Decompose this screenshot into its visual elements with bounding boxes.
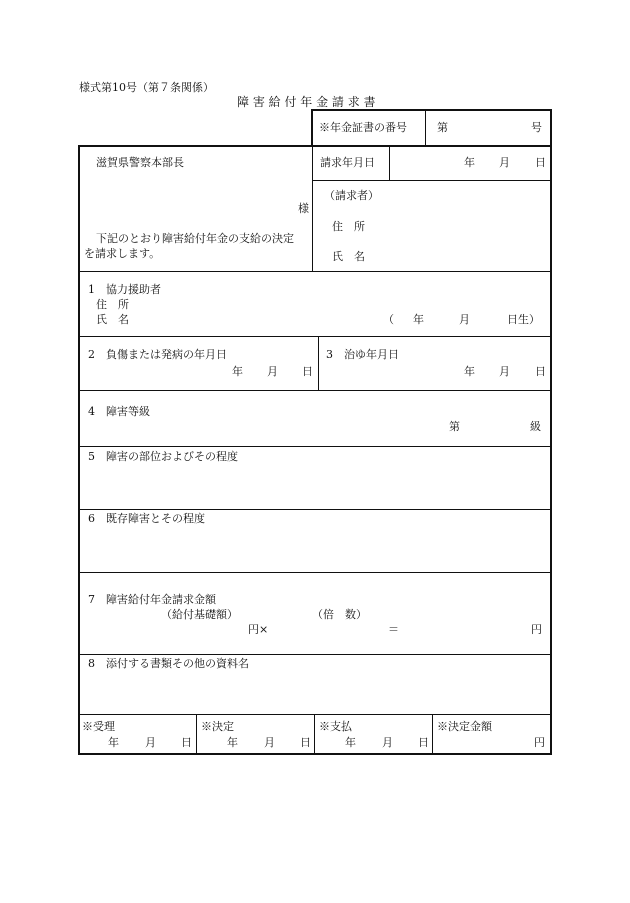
cert-go: 号	[531, 121, 542, 134]
section3-tsuki: 月	[499, 365, 510, 378]
main-top-border	[78, 145, 551, 147]
main-left-border	[78, 145, 80, 754]
sep-4	[79, 446, 550, 447]
received-hi: 日	[181, 736, 192, 749]
section7-yen-times: 円×	[248, 623, 269, 636]
received-tsuki: 月	[145, 736, 156, 749]
section4-kyu: 級	[530, 420, 541, 433]
request-text-1: 下記のとおり障害給付年金の支給の決定	[96, 232, 294, 245]
section7-equals: ＝	[388, 623, 399, 636]
request-date-hi: 日	[535, 156, 546, 169]
section7-title: 7 障害給付年金請求金額	[88, 593, 216, 606]
request-date-label: 請求年月日	[320, 156, 375, 169]
amount-label: ※決定金額	[437, 720, 492, 733]
section6-title: 6 既存障害とその程度	[88, 512, 205, 525]
cert-dai: 第	[437, 121, 448, 134]
section1-birth: 日生）	[507, 313, 540, 326]
section4-dai: 第	[449, 420, 460, 433]
section7-multiple: （倍 数）	[312, 608, 367, 621]
request-date-tsuki: 月	[499, 156, 510, 169]
cert-label: ※年金証書の番号	[319, 121, 407, 134]
claimant-address: 住 所	[332, 220, 365, 233]
section3-title: 3 治ゆ年月日	[326, 348, 399, 361]
decided-nen: 年	[227, 736, 238, 749]
section8-title: 8 添付する書類その他の資料名	[88, 657, 249, 670]
amount-yen: 円	[534, 736, 545, 749]
form-label: 様式第10号（第７条関係）	[79, 81, 214, 94]
claimant-label: （請求者）	[324, 189, 379, 202]
section3-hi: 日	[535, 365, 546, 378]
cert-top-border	[311, 109, 551, 111]
request-date-bottom	[312, 180, 550, 181]
paid-hi: 日	[418, 736, 429, 749]
addressee: 滋賀県警察本部長	[96, 156, 184, 169]
section1-nen: 年	[413, 313, 424, 326]
sep-2-3-divider	[318, 336, 319, 390]
paid-tsuki: 月	[382, 736, 393, 749]
section1-tsuki: 月	[459, 313, 470, 326]
request-text-2: を請求します。	[84, 247, 161, 260]
received-nen: 年	[108, 736, 119, 749]
sep-3	[79, 390, 550, 391]
sep-1	[79, 271, 550, 272]
paid-nen: 年	[345, 736, 356, 749]
sep-7	[79, 654, 550, 655]
section7-yen: 円	[531, 623, 542, 636]
page-title: 障 害 給 付 年 金 請 求 書	[237, 95, 376, 109]
section1-title: 1 協力援助者	[88, 283, 161, 296]
main-right-border	[550, 109, 552, 754]
cert-divider	[425, 110, 426, 146]
decided-hi: 日	[300, 736, 311, 749]
sama: 様	[298, 202, 309, 215]
section1-open-paren: （	[383, 313, 394, 326]
decided-label: ※決定	[201, 720, 234, 733]
section2-title: 2 負傷または発病の年月日	[88, 348, 227, 361]
footer-div-2	[314, 714, 315, 753]
request-date-nen: 年	[464, 156, 475, 169]
sep-2	[79, 336, 550, 337]
section1-address: 住 所	[96, 298, 129, 311]
section2-hi: 日	[302, 365, 313, 378]
section4-title: 4 障害等級	[88, 405, 150, 418]
sep-5	[79, 509, 550, 510]
request-date-divider	[389, 146, 390, 180]
footer-div-3	[432, 714, 433, 753]
main-bottom-border	[78, 753, 552, 755]
section2-nen: 年	[232, 365, 243, 378]
decided-tsuki: 月	[264, 736, 275, 749]
paid-label: ※支払	[319, 720, 352, 733]
sep-6	[79, 572, 550, 573]
address-divider	[312, 146, 313, 271]
footer-div-1	[196, 714, 197, 753]
section1-name: 氏 名	[96, 313, 129, 326]
section5-title: 5 障害の部位およびその程度	[88, 450, 238, 463]
section2-tsuki: 月	[267, 365, 278, 378]
cert-left-border	[311, 109, 313, 146]
section7-base: （給付基礎額）	[161, 608, 238, 621]
section3-nen: 年	[464, 365, 475, 378]
received-label: ※受理	[82, 720, 115, 733]
claimant-name: 氏 名	[332, 250, 365, 263]
